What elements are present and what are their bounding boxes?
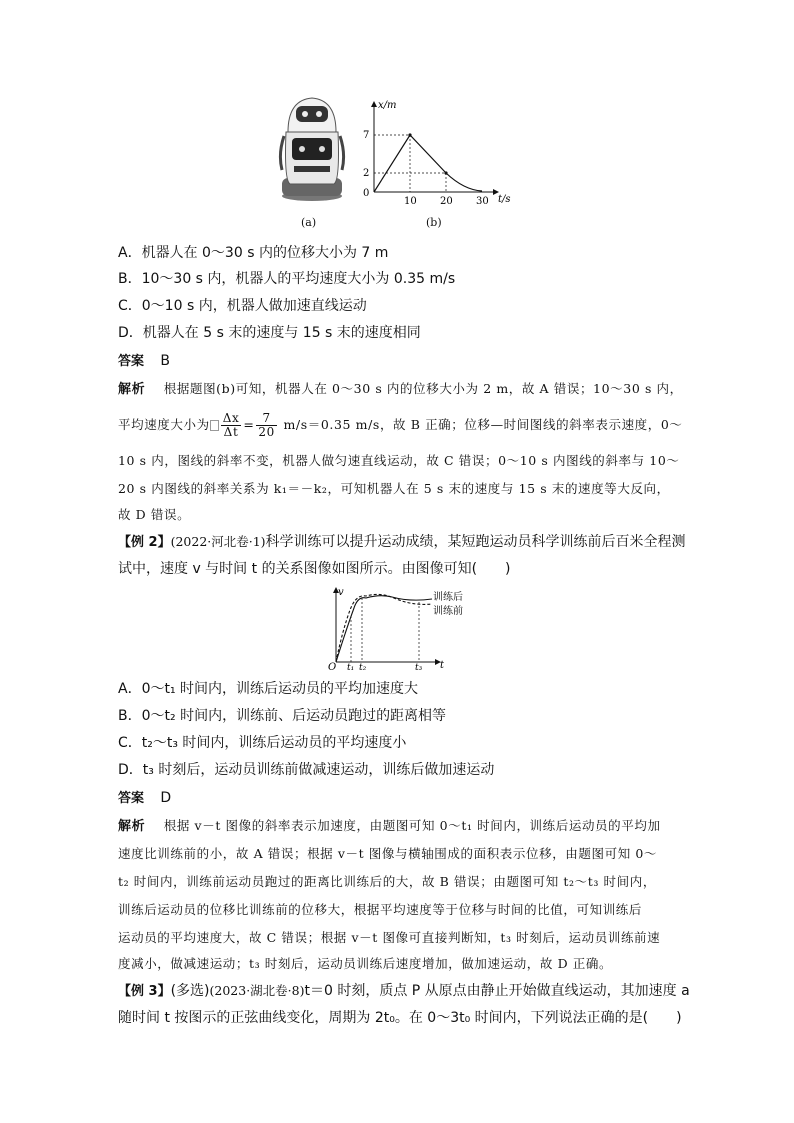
series-label-before: 训练前 xyxy=(433,606,463,617)
q2-option-c: C．t₂～t₃ 时间内，训练后运动员的平均速度小 xyxy=(118,735,407,751)
example-3-stem-line-1: 【例 3】(多选)(2023·湖北卷·8)t＝0 时刻，质点 P 从原点由静止开始做直线运动，其加速度 a xyxy=(118,983,690,999)
analysis-label: 解析 xyxy=(118,819,146,834)
example-3-source: (2023·湖北卷·8) xyxy=(209,983,305,998)
q2-analysis-line-1: 解析 根据 v－t 图像的斜率表示加速度，由题图可知 0～t₁ 时间内，训练后运动员的平均加 xyxy=(118,818,661,834)
q2-analysis-line-4: 训练后运动员的位移比训练前的位移大，根据平均速度等于位移与时间的比值，可知训练后 xyxy=(118,902,643,917)
robot-illustration xyxy=(278,92,346,202)
figure-a-caption: (a) xyxy=(301,216,317,229)
origin-tick-0: 0 xyxy=(363,188,370,199)
xt-graph xyxy=(352,96,522,208)
q1-analysis-line-5: 故 D 错误。 xyxy=(118,507,191,522)
example-2-source: (2022·河北卷·1) xyxy=(170,534,266,549)
q2-analysis-line-6: 度减小，做减速运动；t₃ 时刻后，运动员训练后速度增加，做加速运动，故 D 正确。 xyxy=(118,956,613,971)
y-tick-2: 2 xyxy=(363,168,370,179)
answer-label: 答案 xyxy=(118,354,145,369)
series-label-after: 训练后 xyxy=(433,592,463,603)
x-tick-30: 30 xyxy=(476,196,489,207)
q1-answer xyxy=(118,352,170,371)
v-axis-label: v xyxy=(338,587,344,598)
x-tick-20: 20 xyxy=(440,196,453,207)
answer-value: D xyxy=(160,790,172,806)
q2-option-b: B．0～t₂ 时间内，训练前、后运动员跑过的距离相等 xyxy=(118,708,447,724)
curve-before-training xyxy=(336,594,432,662)
q2-analysis-line-3: t₂ 时间内，训练前运动员跑过的距离比训练后的大，故 B 错误；由题图可知 t₂～t₃ 时间内， xyxy=(118,874,656,889)
example-3-prefix: (多选) xyxy=(170,983,210,999)
q1-analysis-line-1: 解析 根据题图(b)可知，机器人在 0～30 s 内的位移大小为 2 m，故 A 错误；10～30 s 内， xyxy=(118,381,683,397)
curve-after-training xyxy=(336,596,432,662)
q1-option-d: D．机器人在 5 s 末的速度与 15 s 末的速度相同 xyxy=(118,325,421,341)
example-2-label: 【例 2】 xyxy=(118,535,171,550)
t1-label: t₁ xyxy=(347,663,355,672)
q1-option-a: A．机器人在 0～30 s 内的位移大小为 7 m xyxy=(118,245,389,261)
q2-option-a: A．0～t₁ 时间内，训练后运动员的平均加速度大 xyxy=(118,681,419,697)
answer-value: B xyxy=(160,353,170,369)
t3-label: t₃ xyxy=(415,663,423,672)
y-axis-label: x/m xyxy=(378,100,397,111)
vt-graph xyxy=(322,586,482,672)
t-axis-label: t xyxy=(440,660,445,671)
example-3-label: 【例 3】 xyxy=(118,984,171,999)
figure-b-caption: (b) xyxy=(426,216,442,229)
q2-analysis-line-5: 运动员的平均速度大，故 C 错误；根据 v－t 图像可直接判断知，t₃ 时刻后，运动员训练前速 xyxy=(118,930,661,945)
xt-tail-curve xyxy=(446,173,482,191)
origin-label: O xyxy=(328,662,337,672)
example-2-stem-line-1: 【例 2】(2022·河北卷·1)科学训练可以提升运动成绩，某短跑运动员科学训练前后百米全程测 xyxy=(118,534,686,550)
fraction-7-20: $\frac{7}{20}$ xyxy=(258,411,275,439)
example-2-stem-line-2: 试中，速度 v 与时间 t 的关系图像如图所示。由图像可知( ) xyxy=(118,561,511,577)
q2-analysis-line-2: 速度比训练前的小，故 A 错误；根据 v－t 图像与横轴围成的面积表示位移，由题图可知 0～ xyxy=(118,846,658,861)
example-3-stem-line-2: 随时间 t 按图示的正弦曲线变化，周期为 2t₀。在 0～3t₀ 时间内，下列说法正确的是( ) xyxy=(118,1010,682,1026)
x-axis-label: t/s xyxy=(498,194,511,205)
y-tick-7: 7 xyxy=(363,130,370,141)
q1-analysis-line-2: 平均速度大小为 $\frac{\Delta x}{\Delta t}$ = $\frac{7}{20}$ m/s＝0.35 m/s，故 B 正确；位移—时间图线的斜率表示速度，0～ xyxy=(118,411,683,439)
q2-option-d: D．t₃ 时刻后，运动员训练前做减速运动，训练后做加速运动 xyxy=(118,762,495,778)
q1-analysis-line-4: 20 s 内图线的斜率关系为 k₁＝－k₂，可知机器人在 5 s 末的速度与 15 s 末的速度等大反向， xyxy=(118,481,670,496)
q2-answer xyxy=(118,789,171,808)
fraction-dx-dt: $\frac{\Delta x}{\Delta t}$ xyxy=(222,411,240,439)
q1-option-b: B．10～30 s 内，机器人的平均速度大小为 0.35 m/s xyxy=(118,271,456,287)
analysis-label: 解析 xyxy=(118,382,146,397)
answer-label: 答案 xyxy=(118,791,145,806)
q1-option-c: C．0～10 s 内，机器人做加速直线运动 xyxy=(118,298,367,314)
q1-analysis-line-3: 10 s 内，图线的斜率不变，机器人做匀速直线运动，故 C 错误；0～10 s 内图线的斜率与 10～ xyxy=(118,453,680,468)
x-tick-10: 10 xyxy=(404,196,417,207)
t2-label: t₂ xyxy=(359,663,367,672)
